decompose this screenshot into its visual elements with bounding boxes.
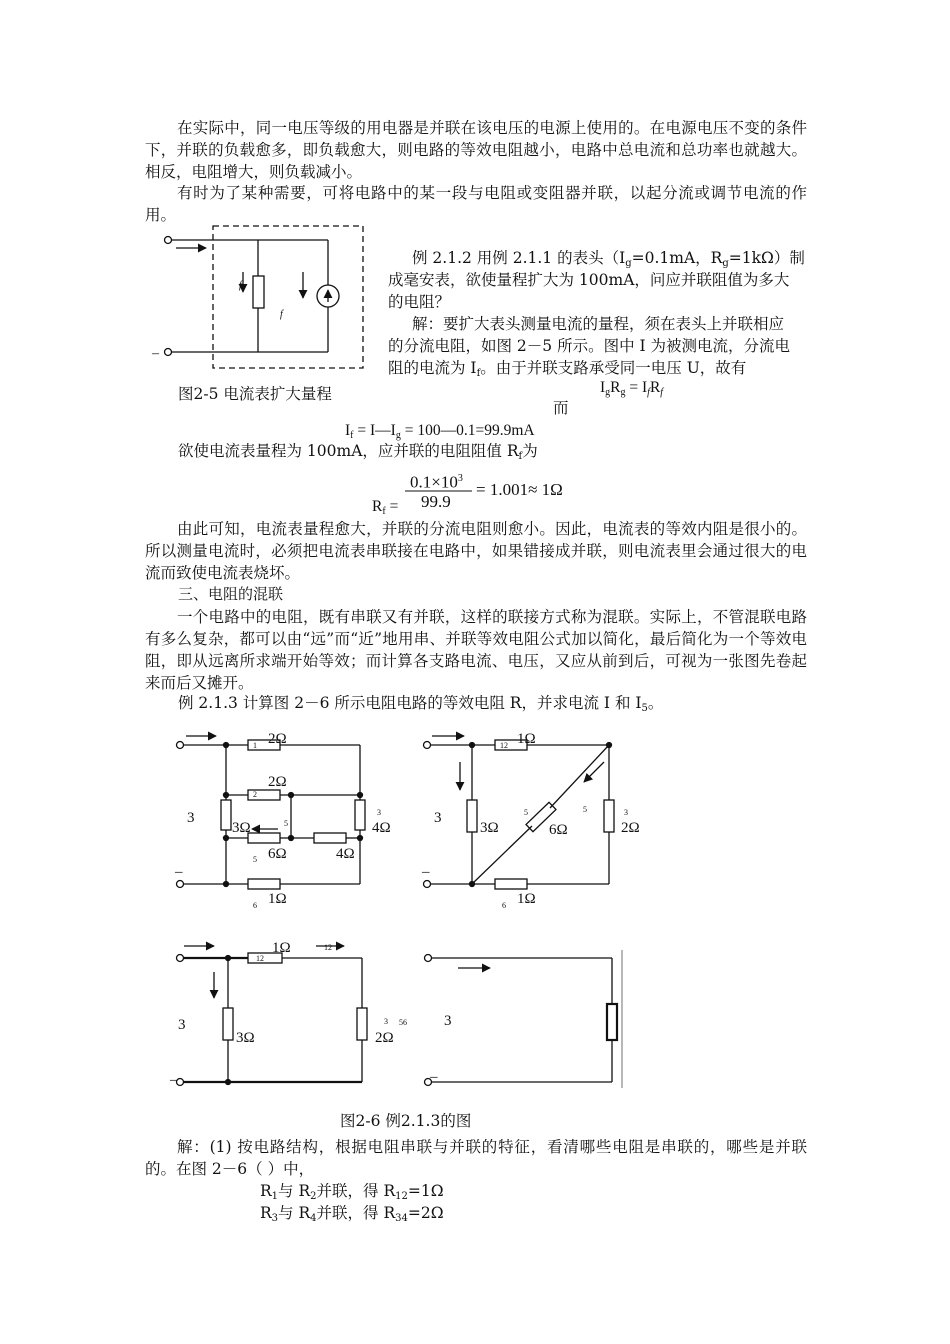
- resistor-r3: [221, 800, 231, 830]
- svg-text:6: 6: [502, 901, 506, 910]
- svg-text:3Ω: 3Ω: [236, 1030, 255, 1046]
- terminal-bottom: [165, 349, 172, 356]
- equation-if: $I_f$ = $I—I_g$ = 100—0.1=99.9mA: [345, 422, 535, 441]
- figure-2-5-caption: 图2-5 电流表扩大量程: [178, 385, 332, 403]
- svg-text:1: 1: [253, 741, 257, 750]
- resistor-r7: [248, 879, 280, 889]
- figure-2-6-a: [174, 731, 391, 910]
- example-2-1-3: 例 2.1.3 计算图 2－6 所示电阻电路的等效电阻 R，并求电流 I 和 $I_5$。: [178, 694, 664, 714]
- svg-text:2Ω: 2Ω: [268, 731, 287, 747]
- svg-text:5: 5: [583, 805, 587, 814]
- label-f-1: f: [239, 280, 242, 291]
- example-line-3: 的电阻？: [388, 293, 451, 311]
- svg-text:4Ω: 4Ω: [372, 820, 391, 836]
- svg-text:3: 3: [444, 1013, 452, 1029]
- svg-text:12: 12: [324, 943, 332, 952]
- figure-2-6-d: [425, 950, 623, 1088]
- example-line-4: 解：要扩大表头测量电流的量程，须在表头上并联相应: [412, 315, 785, 333]
- svg-text:56: 56: [399, 1018, 407, 1027]
- svg-text:4Ω: 4Ω: [336, 846, 355, 862]
- terminal-top: [165, 237, 172, 244]
- svg-text:–: –: [430, 1069, 438, 1085]
- text-er: 而: [553, 399, 569, 417]
- svg-text:5: 5: [524, 808, 528, 817]
- svg-text:3: 3: [384, 1017, 388, 1026]
- equation-igrg: $I_gR_g = I_fR_f$: [600, 379, 664, 398]
- resistor-r2: [604, 800, 614, 832]
- fraction-numerator: $0.1\times 10^3$: [410, 472, 463, 492]
- example-line-6: 阻的电流为 $I_f$。由于并联支路承受同一电压 U，故有: [388, 359, 747, 379]
- svg-text:3: 3: [377, 808, 381, 817]
- label-f-2: f: [280, 309, 283, 320]
- svg-text:3Ω: 3Ω: [232, 820, 251, 836]
- resistor-r5: [248, 833, 280, 843]
- svg-text:12: 12: [500, 741, 508, 750]
- svg-text:2Ω: 2Ω: [375, 1030, 394, 1046]
- paragraph-parallel-intro: 在实际中，同一电压等级的用电器是并联在该电压的电源上使用的。在电源电压不变的条件下，并联的负载愈多，即负载愈大，则电路的等效电阻越小，电路中总电流和总功率也就越大。相反，电阻增大，则负载减小。: [145, 119, 807, 181]
- minus-sign: –: [152, 346, 159, 361]
- section-heading-mixed: 三、电阻的混联: [178, 585, 284, 603]
- svg-text:12: 12: [256, 954, 264, 963]
- svg-text:3: 3: [434, 810, 442, 826]
- resistor-r3: [467, 800, 477, 832]
- svg-text:–: –: [170, 1072, 178, 1088]
- svg-text:–: –: [422, 864, 430, 880]
- figure-2-5: [151, 226, 363, 368]
- example-line-1: 例 2.1.2 用例 2.1.1 的表头（$I_g=0.1mA$，$R_g=1k\Omega$）制: [412, 249, 805, 269]
- svg-text:3: 3: [178, 1017, 186, 1033]
- text-want-range: 欲使电流表量程为 100mA，应并联的电阻阻值 $R_f$为: [178, 442, 538, 462]
- fraction-denominator: 99.9: [421, 492, 451, 511]
- svg-text:1Ω: 1Ω: [517, 731, 536, 747]
- resistor-r6: [314, 833, 346, 843]
- svg-text:6Ω: 6Ω: [549, 822, 568, 838]
- svg-text:3: 3: [624, 808, 628, 817]
- resistor-r4: [355, 800, 365, 830]
- paragraph-solution: 解：(1) 按电路结构，根据电阻串联与并联的特征，看清哪些电阻是串联的，哪些是并联的。在图 2－6（ ）中，: [145, 1138, 807, 1178]
- paragraph-conclusion: 由此可知，电流表量程愈大，并联的分流电阻则愈小。因此，电流表的等效内阻是很小的。所以测量电流时，必须把电流表串联接在电路中，如果错接成并联，则电流表里会通过很大的电流而致使电流表烧坏。: [145, 520, 807, 582]
- svg-text:–: –: [175, 864, 183, 880]
- svg-text:6Ω: 6Ω: [268, 846, 287, 862]
- svg-text:5: 5: [253, 855, 257, 864]
- resistor-req: [607, 1004, 617, 1040]
- svg-text:2Ω: 2Ω: [621, 820, 640, 836]
- svg-text:6: 6: [253, 901, 257, 910]
- svg-text:2Ω: 2Ω: [268, 774, 287, 790]
- figure-2-6-caption: 图2-6 例2.1.3的图: [340, 1112, 472, 1130]
- fraction-result: = 1.001≈ 1Ω: [476, 480, 563, 499]
- svg-text:3Ω: 3Ω: [480, 820, 499, 836]
- svg-text:1Ω: 1Ω: [268, 891, 287, 907]
- example-line-2: 成毫安表，欲使量程扩大为 100mA，问应并联阻值为多大: [388, 271, 790, 289]
- svg-text:3: 3: [187, 810, 195, 826]
- svg-text:1Ω: 1Ω: [272, 940, 291, 956]
- svg-text:5: 5: [284, 819, 288, 828]
- figure-2-6-c: [169, 940, 407, 1088]
- svg-text:1Ω: 1Ω: [517, 891, 536, 907]
- paragraph-shunt: 有时为了某种需要，可将电路中的某一段与电阻或变阻器并联，以起分流或调节电流的作用。: [145, 184, 807, 224]
- dashed-box: [213, 226, 363, 368]
- rf-label: $R_f$ =: [372, 498, 399, 517]
- resistor-r2: [357, 1008, 367, 1040]
- resistor-r1: [495, 879, 527, 889]
- resistor-r3: [223, 1008, 233, 1040]
- example-line-5: 的分流电阻，如图 2－5 所示。图中 I 为被测电流，分流电: [388, 337, 791, 355]
- figure-2-6-b: [421, 731, 640, 910]
- solution-line-2: $R_3$与 $R_4$并联，得 $R_{34}=2\Omega$: [260, 1204, 444, 1224]
- shunt-resistor: [253, 276, 264, 308]
- solution-line-1: $R_1$与 $R_2$并联，得 $R_{12}=1\Omega$: [260, 1182, 444, 1202]
- paragraph-mixed: 一个电路中的电阻，既有串联又有并联，这样的联接方式称为混联。实际上，不管混联电路有多么复杂，都可以由“远”而“近”地用串、并联等效电阻公式加以简化，最后简化为一个等效电阻，即从远离所求端开始等效；而计算各支路电流、电压，又应从前到后，可视为一张图先卷起来而后又摊开。: [145, 608, 807, 692]
- svg-text:2: 2: [253, 790, 257, 799]
